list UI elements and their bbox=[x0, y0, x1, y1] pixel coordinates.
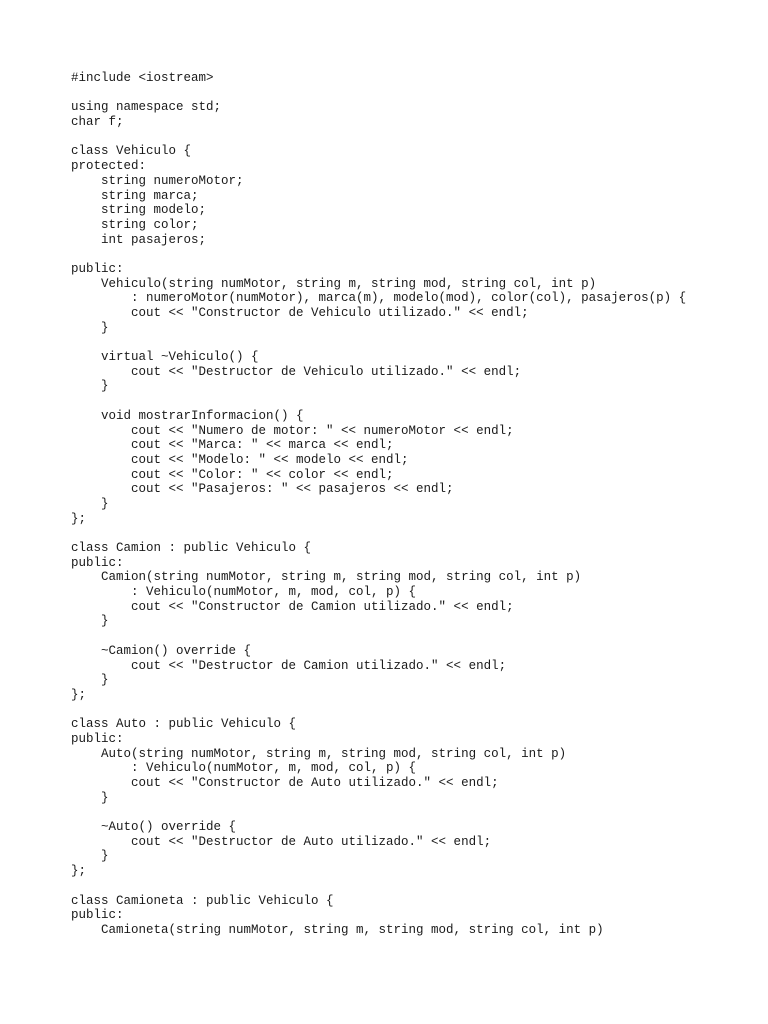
code-line: cout << "Color: " << color << endl; bbox=[71, 467, 394, 482]
code-line: : numeroMotor(numMotor), marca(m), modelo(mod), color(col), pasajeros(p) { bbox=[71, 291, 687, 306]
code-line: Camion(string numMotor, string m, string mod, string col, int p) bbox=[71, 570, 582, 585]
code-line: ~Auto() override { bbox=[71, 820, 237, 835]
code-line: class Vehiculo { bbox=[71, 144, 192, 159]
code-line: public: bbox=[71, 908, 124, 923]
code-line bbox=[71, 130, 686, 145]
code-line: cout << "Destructor de Camion utilizado." << endl; bbox=[71, 658, 507, 673]
code-line bbox=[71, 805, 686, 820]
code-line: string modelo; bbox=[71, 203, 207, 218]
code-line: string color; bbox=[71, 217, 199, 232]
code-line: #include <iostream> bbox=[71, 71, 214, 85]
code-line: } bbox=[71, 379, 109, 394]
code-line: cout << "Destructor de Auto utilizado." << endl; bbox=[71, 834, 492, 849]
code-line bbox=[71, 879, 686, 894]
code-line: string marca; bbox=[71, 188, 199, 203]
code-line: cout << "Constructor de Vehiculo utilizado." << endl; bbox=[71, 306, 529, 320]
code-line: class Camioneta : public Vehiculo { bbox=[71, 893, 334, 908]
code-line: } bbox=[71, 790, 109, 805]
code-line: : Vehiculo(numMotor, m, mod, col, p) { bbox=[71, 761, 417, 776]
code-line: cout << "Constructor de Camion utilizado." << endl; bbox=[71, 599, 514, 614]
code-line: Vehiculo(string numMotor, string m, string mod, string col, int p) bbox=[71, 276, 597, 291]
code-line bbox=[71, 629, 686, 644]
code-line: cout << "Modelo: " << modelo << endl; bbox=[71, 452, 409, 467]
code-line: void mostrarInformacion() { bbox=[71, 408, 304, 423]
code-line: } bbox=[71, 496, 109, 511]
code-line: cout << "Destructor de Vehiculo utilizado." << endl; bbox=[71, 364, 522, 379]
code-line: Auto(string numMotor, string m, string mod, string col, int p) bbox=[71, 746, 567, 761]
code-line bbox=[71, 703, 686, 718]
code-line: virtual ~Vehiculo() { bbox=[71, 350, 259, 365]
code-line: } bbox=[71, 320, 109, 335]
code-line: public: bbox=[71, 555, 124, 570]
code-line: cout << "Constructor de Auto utilizado." << endl; bbox=[71, 776, 499, 790]
code-line bbox=[71, 335, 686, 350]
code-line: }; bbox=[71, 687, 87, 702]
code-line bbox=[71, 394, 686, 409]
code-line: } bbox=[71, 614, 109, 629]
code-line: }; bbox=[71, 864, 87, 879]
code-line: public: bbox=[71, 731, 124, 746]
code-line bbox=[71, 247, 686, 262]
code-line: protected: bbox=[71, 159, 147, 174]
code-line: : Vehiculo(numMotor, m, mod, col, p) { bbox=[71, 585, 417, 600]
code-line: int pasajeros; bbox=[71, 232, 207, 247]
code-line: class Auto : public Vehiculo { bbox=[71, 717, 297, 732]
code-line: } bbox=[71, 849, 109, 864]
code-line: } bbox=[71, 673, 109, 688]
code-line: Camioneta(string numMotor, string m, string mod, string col, int p) bbox=[71, 922, 604, 937]
code-line: using namespace std; bbox=[71, 100, 222, 115]
code-listing bbox=[71, 71, 686, 938]
code-line: }; bbox=[71, 511, 87, 526]
code-line: class Camion : public Vehiculo { bbox=[71, 541, 312, 555]
code-line bbox=[71, 86, 686, 101]
code-line: char f; bbox=[71, 115, 124, 130]
code-line: public: bbox=[71, 261, 124, 276]
code-line: cout << "Marca: " << marca << endl; bbox=[71, 438, 394, 453]
code-line: cout << "Pasajeros: " << pasajeros << endl; bbox=[71, 482, 454, 497]
code-line: string numeroMotor; bbox=[71, 173, 244, 188]
code-line: ~Camion() override { bbox=[71, 643, 252, 658]
code-line: cout << "Numero de motor: " << numeroMotor << endl; bbox=[71, 423, 514, 438]
code-line bbox=[71, 526, 686, 541]
